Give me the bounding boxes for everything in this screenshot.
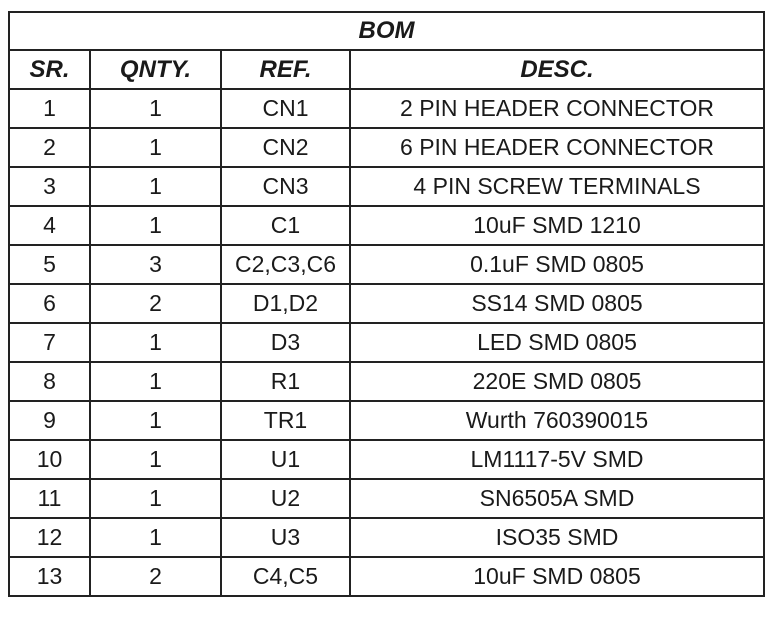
table-row <box>9 440 764 479</box>
cell-qty: 1 <box>90 401 221 440</box>
cell-qty: 1 <box>90 518 221 557</box>
table-row <box>9 245 764 284</box>
table-row <box>9 557 764 596</box>
bom-table <box>8 11 765 597</box>
table-row <box>9 518 764 557</box>
column-header-qty: QNTY. <box>90 50 221 89</box>
cell-desc: 6 PIN HEADER CONNECTOR <box>350 128 764 167</box>
cell-desc: 4 PIN SCREW TERMINALS <box>350 167 764 206</box>
cell-ref: U1 <box>221 440 350 479</box>
cell-ref: D3 <box>221 323 350 362</box>
cell-qty: 1 <box>90 323 221 362</box>
cell-sr: 9 <box>9 401 90 440</box>
cell-ref: C1 <box>221 206 350 245</box>
table-row <box>9 479 764 518</box>
table-row <box>9 89 764 128</box>
cell-qty: 2 <box>90 557 221 596</box>
cell-qty: 1 <box>90 167 221 206</box>
cell-sr: 11 <box>9 479 90 518</box>
cell-sr: 5 <box>9 245 90 284</box>
cell-sr: 1 <box>9 89 90 128</box>
column-header-sr: SR. <box>9 50 90 89</box>
cell-desc: 10uF SMD 1210 <box>350 206 764 245</box>
cell-desc: LM1117-5V SMD <box>350 440 764 479</box>
cell-sr: 3 <box>9 167 90 206</box>
cell-ref: U3 <box>221 518 350 557</box>
cell-desc: 220E SMD 0805 <box>350 362 764 401</box>
header-row <box>9 50 764 89</box>
cell-sr: 4 <box>9 206 90 245</box>
cell-ref: CN2 <box>221 128 350 167</box>
table-row <box>9 362 764 401</box>
cell-desc: SN6505A SMD <box>350 479 764 518</box>
cell-ref: C2,C3,C6 <box>221 245 350 284</box>
cell-ref: CN3 <box>221 167 350 206</box>
column-header-desc: DESC. <box>350 50 764 89</box>
table-title: BOM <box>9 12 764 50</box>
cell-sr: 13 <box>9 557 90 596</box>
table-row <box>9 284 764 323</box>
cell-sr: 7 <box>9 323 90 362</box>
cell-desc: SS14 SMD 0805 <box>350 284 764 323</box>
cell-sr: 6 <box>9 284 90 323</box>
cell-sr: 2 <box>9 128 90 167</box>
cell-desc: 10uF SMD 0805 <box>350 557 764 596</box>
cell-sr: 12 <box>9 518 90 557</box>
cell-desc: LED SMD 0805 <box>350 323 764 362</box>
table-row <box>9 323 764 362</box>
table-row <box>9 401 764 440</box>
cell-ref: C4,C5 <box>221 557 350 596</box>
cell-qty: 1 <box>90 89 221 128</box>
cell-qty: 1 <box>90 479 221 518</box>
cell-ref: CN1 <box>221 89 350 128</box>
cell-qty: 1 <box>90 362 221 401</box>
cell-qty: 1 <box>90 440 221 479</box>
cell-ref: R1 <box>221 362 350 401</box>
cell-desc: Wurth 760390015 <box>350 401 764 440</box>
cell-desc: ISO35 SMD <box>350 518 764 557</box>
table-row <box>9 206 764 245</box>
cell-desc: 2 PIN HEADER CONNECTOR <box>350 89 764 128</box>
cell-qty: 3 <box>90 245 221 284</box>
table-row <box>9 128 764 167</box>
cell-desc: 0.1uF SMD 0805 <box>350 245 764 284</box>
cell-ref: U2 <box>221 479 350 518</box>
cell-ref: TR1 <box>221 401 350 440</box>
title-row <box>9 12 764 50</box>
cell-ref: D1,D2 <box>221 284 350 323</box>
column-header-ref: REF. <box>221 50 350 89</box>
cell-sr: 8 <box>9 362 90 401</box>
table-row <box>9 167 764 206</box>
cell-qty: 1 <box>90 206 221 245</box>
cell-qty: 1 <box>90 128 221 167</box>
cell-sr: 10 <box>9 440 90 479</box>
cell-qty: 2 <box>90 284 221 323</box>
